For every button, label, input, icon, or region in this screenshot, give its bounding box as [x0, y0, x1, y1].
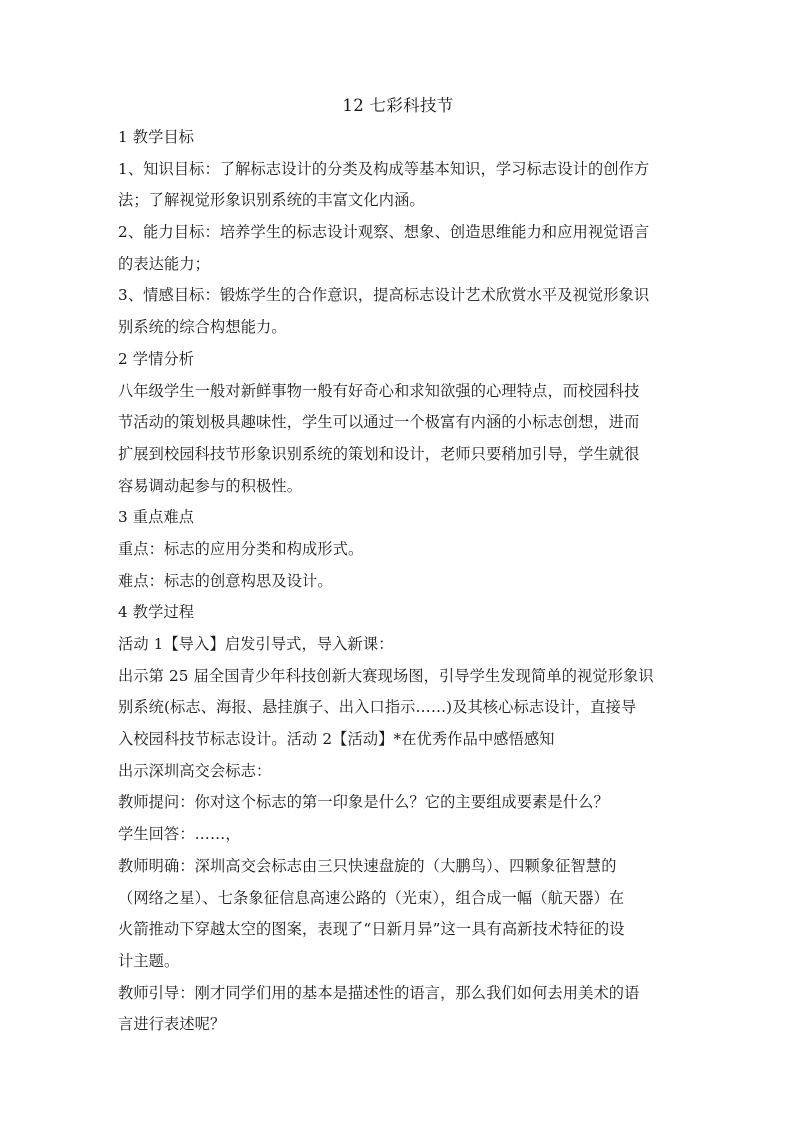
- text-line: 重点：标志的应用分类和构成形式。: [118, 539, 364, 558]
- text-line: 别系统的综合构想能力。: [118, 318, 287, 337]
- text-line: 活动 1【导入】启发引导式，导入新课：: [118, 635, 394, 653]
- text-line: 3 重点难点: [118, 508, 195, 527]
- text-line: 出示深圳高交会标志：: [118, 761, 272, 780]
- text-line: 计主题。: [118, 951, 180, 970]
- text-line: 别系统(标志、海报、悬挂旗子、出入口指示……)及其核心标志设计，直接导: [118, 698, 637, 717]
- text-line: 2 学情分析: [118, 349, 195, 368]
- text-line: 学生回答：……，: [118, 825, 241, 844]
- text-line: 教师提问：你对这个标志的第一印象是什么？它的主要组成要素是什么？: [118, 793, 609, 812]
- text-line: 难点：标志的创意构思及设计。: [118, 571, 333, 590]
- text-line: 教师明确：深圳高交会标志由三只快速盘旋的（大鹏鸟）、四颗象征智慧的: [118, 856, 617, 875]
- text-line: 4 教学过程: [118, 603, 195, 622]
- text-line: 1、知识目标：了解标志设计的分类及构成等基本知识，学习标志设计的创作方: [118, 159, 650, 178]
- text-line: 言进行表述呢？: [118, 1015, 226, 1034]
- text-line: 2、能力目标：培养学生的标志设计观察、想象、创造思维能力和应用视觉语言: [118, 223, 650, 242]
- text-line: 扩展到校园科技节形象识别系统的策划和设计，老师只要稍加引导，学生就很: [118, 444, 640, 463]
- text-line: 节活动的策划极具趣味性，学生可以通过一个极富有内涵的小标志创想，进而: [118, 413, 640, 432]
- text-line: 容易调动起参与的积极性。: [118, 476, 303, 495]
- text-line: 法；了解视觉形象识别系统的丰富文化内涵。: [118, 191, 425, 210]
- text-line: （网络之星）、七条象征信息高速公路的（光束），组合成一幅（航天器）在: [118, 888, 625, 907]
- text-line: 出示第 25 届全国青少年科技创新大赛现场图，引导学生发现简单的视觉形象识: [118, 666, 654, 685]
- document-title: 12 七彩科技节: [342, 96, 454, 115]
- text-line: 教师引导：刚才同学们用的基本是描述性的语言，那么我们如何去用美术的语: [118, 983, 640, 1002]
- text-line: 八年级学生一般对新鲜事物一般有好奇心和求知欲强的心理特点，而校园科技: [118, 381, 640, 400]
- text-line: 入校园科技节标志设计。活动 2【活动】*在优秀作品中感悟感知: [118, 730, 555, 749]
- text-line: 的表达能力；: [118, 254, 211, 273]
- text-line: 3、情感目标：锻炼学生的合作意识，提高标志设计艺术欣赏水平及视觉形象识: [118, 286, 650, 305]
- document-body: [118, 122, 678, 1041]
- document-page: [118, 92, 678, 1041]
- text-line: 1 教学目标: [118, 128, 195, 146]
- text-line: 火箭推动下穿越太空的图案，表现了“日新月异”这一具有高新技术特征的设: [118, 920, 625, 939]
